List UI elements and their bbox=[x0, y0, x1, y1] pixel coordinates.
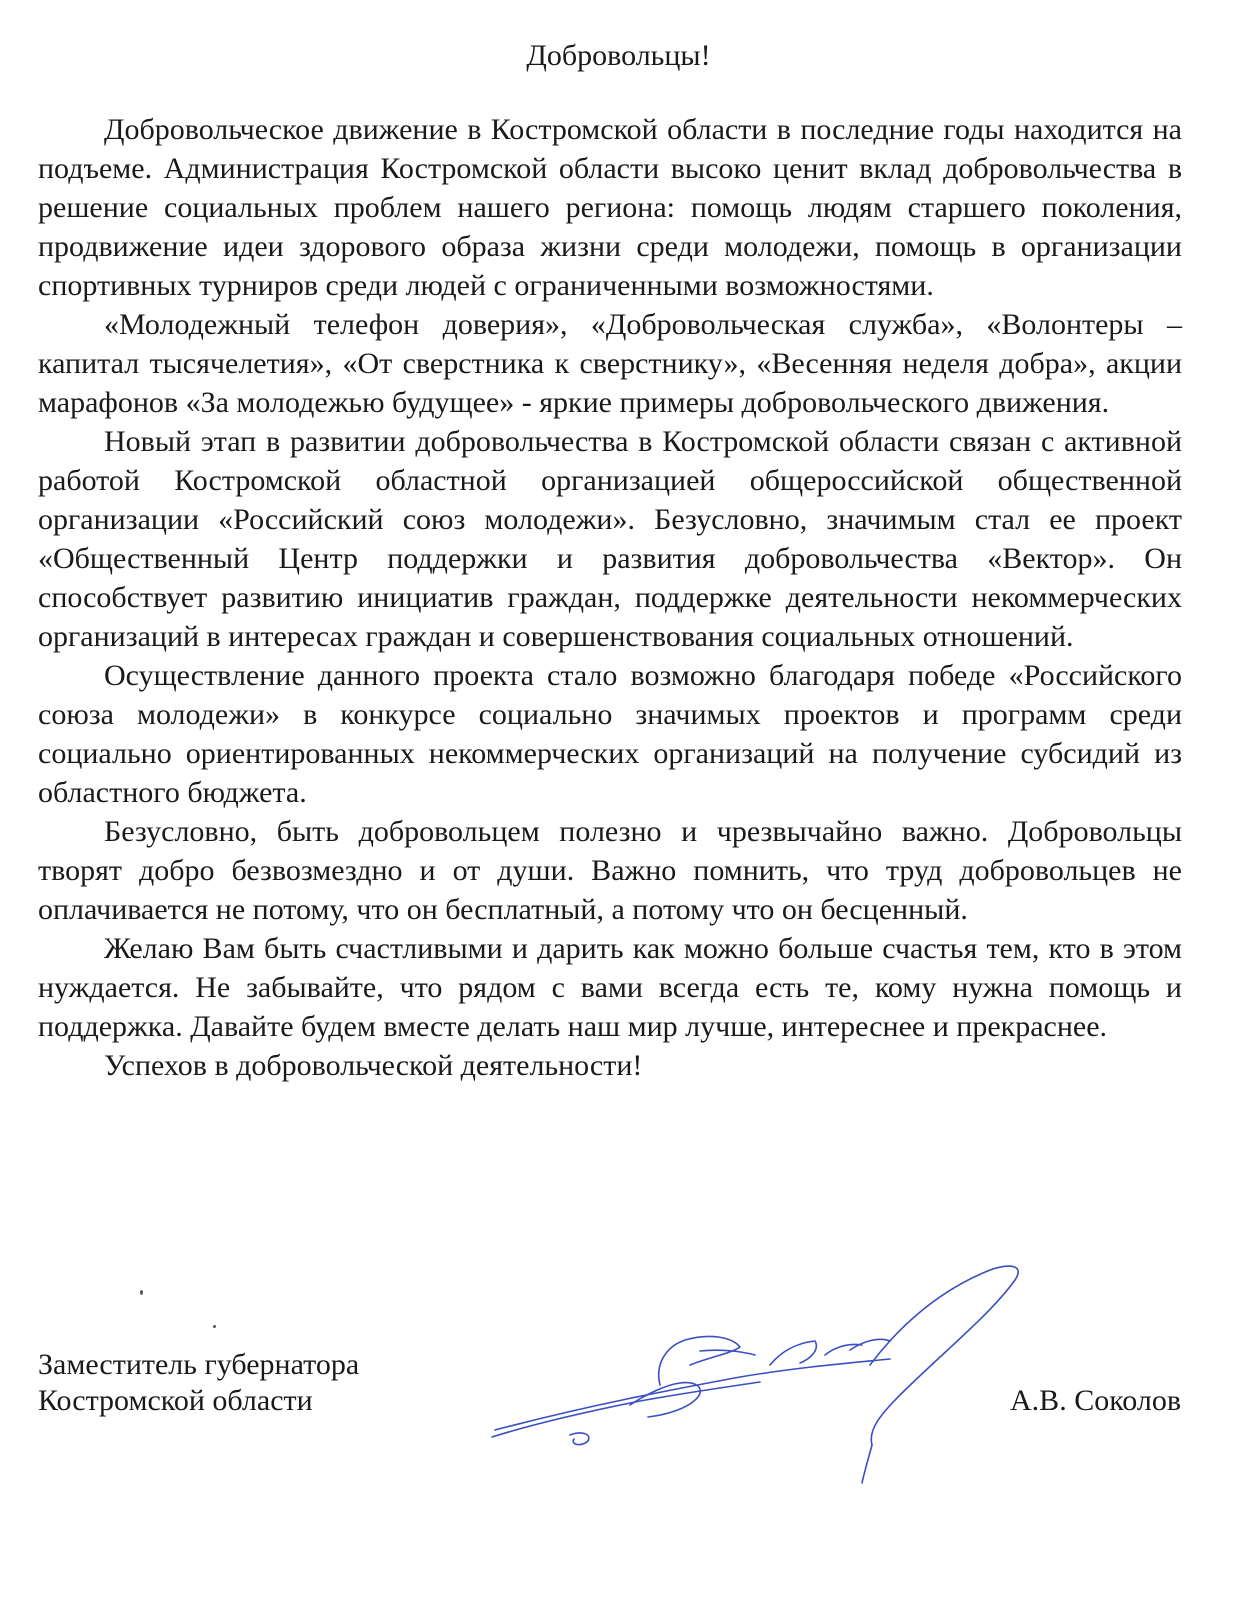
scan-speck bbox=[213, 1325, 216, 1328]
closing-line: Успехов в добровольческой деятельности! bbox=[104, 1049, 643, 1082]
paragraph-6: Желаю Вам быть счастливыми и дарить как можно больше счастья тем, кто в этом нуждается. Не забывайте, что рядом с вами всегда есть те, кому нужна помощь и поддержка. Давайте будем вместе делать наш мир лучше, интереснее и прекраснее. bbox=[38, 932, 1182, 1043]
paragraph-1: Добровольческое движение в Костромской области в последние годы находится на подъеме. Администрация Костромской области высоко ценит вклад добровольчества в решение социальных проблем нашего региона: помощь людям старшего поколения, продвижение идеи здорового образа жизни среди молодежи, помощь в организации спортивных турниров среди людей с ограниченными возможностями. bbox=[38, 113, 1182, 302]
paragraph-3: Новый этап в развитии добровольчества в Костромской области связан с активной работой Костромской областной организацией общероссийской общественной организации «Российский союз молодежи». Безусловно, значимым стал ее проект «Общественный Центр поддержки и развития добровольчества «Вектор». Он способствует развитию инициатив граждан, поддержке деятельности некоммерческих организаций в интересах граждан и совершенствования социальных отношений. bbox=[38, 425, 1182, 653]
position-line-2: Костромской области bbox=[38, 1384, 313, 1417]
scan-speck bbox=[140, 1290, 143, 1295]
letter-body bbox=[38, 110, 1182, 1085]
paragraph-4: Осуществление данного проекта стало возможно благодаря победе «Российского союза молодежи» в конкурсе социально значимых проектов и программ среди социально ориентированных некоммерческих организаций на получение субсидий из областного бюджета. bbox=[38, 659, 1182, 809]
signatory-name: А.В. Соколов bbox=[1010, 1384, 1181, 1417]
handwritten-signature-icon bbox=[470, 1255, 1070, 1495]
signatory-position bbox=[38, 1347, 359, 1419]
paragraph-5: Безусловно, быть добровольцем полезно и чрезвычайно важно. Добровольцы творят добро безвозмездно и от души. Важно помнить, что труд добровольцев не оплачивается не потому, что он бесплатный, а потому что он бесценный. bbox=[38, 815, 1182, 926]
paragraph-2: «Молодежный телефон доверия», «Добровольческая служба», «Волонтеры – капитал тысячелетия», «От сверстника к сверстнику», «Весенняя неделя добра», акции марафонов «За молодежью будущее» - яркие примеры добровольческого движения. bbox=[38, 308, 1182, 419]
position-line-1: Заместитель губернатора bbox=[38, 1348, 360, 1381]
letter-heading: Добровольцы! bbox=[526, 39, 711, 72]
